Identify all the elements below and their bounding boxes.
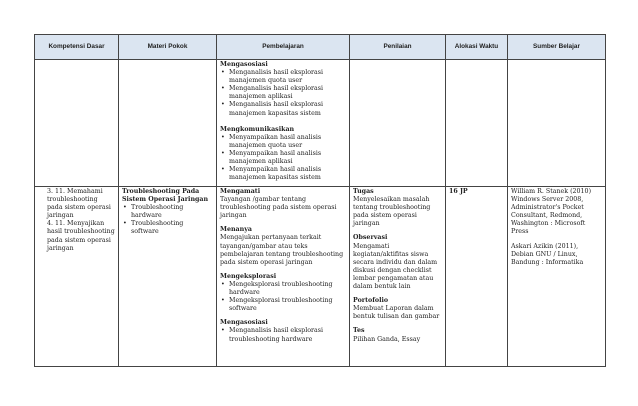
list-item: • Menyampaikan hasil analisis manajemen kapasitas sistem: [220, 166, 346, 182]
cell-penilaian: [350, 187, 446, 367]
section-text: Mengamati kegiatan/aktifitas siswa secara individu dan dalam diskusi dengan checklist lembar pengamatan atau dalam bentuk lain: [353, 242, 438, 291]
section-title: Mengeksplorasi: [220, 272, 277, 280]
header-pembelajaran: Pembelajaran: [217, 35, 350, 60]
cell-pembelajaran: [217, 60, 350, 187]
cell-sumber-belajar: [508, 187, 606, 367]
list-item: • Menganalisis hasil eksplorasi manajemen aplikasi: [220, 85, 346, 101]
curriculum-table: [34, 34, 606, 367]
section-title: Tugas: [353, 188, 374, 195]
list-item: • Menyampaikan hasil analisis manajemen quota user: [220, 134, 346, 150]
source-text: Askari Azikin (2011), Debian GNU / Linux, Bandung : Informatika: [511, 242, 584, 266]
bullet-list: [220, 281, 346, 313]
section-title: Mengasosiasi: [220, 319, 268, 327]
section-title: Mengamati: [220, 188, 261, 195]
section-title: Observasi: [353, 234, 388, 242]
list-item: • Menyampaikan hasil analisis manajemen aplikasi: [220, 150, 346, 166]
list-item: • Mengeksplorasi troubleshooting hardware: [220, 281, 346, 297]
section-text: Menyelesaikan masalah tentang troubleshooting pada sistem operasi jaringan: [353, 196, 431, 228]
header-alokasi-waktu: Alokasi Waktu: [446, 35, 508, 60]
bullet-list: [122, 204, 213, 236]
list-item: • Menganalisis hasil eksplorasi manajemen quota user: [220, 69, 346, 85]
list-item: • Mengeksplorasi troubleshooting software: [220, 297, 346, 313]
cell-materi-pokok: [119, 187, 217, 367]
alokasi-value: 16 JP: [449, 188, 468, 195]
cell-kompetensi-dasar: [35, 187, 119, 367]
materi-title: Troubleshooting Pada Sistem Operasi Jaringan: [122, 188, 209, 204]
cell-sumber-empty: [508, 60, 606, 187]
table-row: [35, 187, 606, 367]
kd-text: 3. 11. Memahami troubleshooting pada sistem operasi jaringan: [47, 188, 111, 220]
section-text: Mengajukan pertanyaan terkait tayangan/gambar atau teks pembelajaran tentang troubleshooting pada sistem operasi jaringan: [220, 234, 344, 266]
list-item: • Menganalisis hasil eksplorasi troubleshooting hardware: [220, 327, 346, 343]
list-item: • Troubleshooting software: [122, 220, 213, 236]
section-text: Tayangan /gambar tentang troubleshooting pada sistem operasi jaringan: [220, 196, 337, 220]
list-item: • Menganalisis hasil eksplorasi manajemen kapasitas sistem: [220, 101, 346, 117]
section-title: Tes: [353, 327, 365, 335]
header-kompetensi-dasar: Kompetensi Dasar: [35, 35, 119, 60]
table-row: [35, 60, 606, 187]
source-text: William R. Stanek (2010) Windows Server 2008, Administrator's Pocket Consultant, Redmond, Washington : Microsoft Press: [511, 188, 592, 236]
section-text: Pilihan Ganda, Essay: [353, 335, 421, 343]
cell-materi-empty: [119, 60, 217, 187]
table-header-row: [35, 35, 606, 60]
bullet-list: [220, 134, 346, 183]
kd-text: 4. 11. Menyajikan hasil troubleshooting pada sistem operasi jaringan: [47, 220, 115, 252]
header-penilaian: Penilaian: [350, 35, 446, 60]
section-title: Menanya: [220, 226, 252, 234]
header-materi-pokok: Materi Pokok: [119, 35, 217, 60]
section-title: Mengkomunikasikan: [220, 125, 295, 133]
section-title: Portofolio: [353, 297, 389, 305]
cell-pembelajaran: [217, 187, 350, 367]
document-page: [34, 34, 606, 367]
cell-alokasi-empty: [446, 60, 508, 187]
section-title: Mengasosiasi: [220, 61, 268, 68]
bullet-list: [220, 69, 346, 118]
section-text: Membuat Laporan dalam bentuk tulisan dan gambar: [353, 305, 440, 321]
header-sumber-belajar: Sumber Belajar: [508, 35, 606, 60]
cell-penilaian-empty: [350, 60, 446, 187]
bullet-list: [220, 327, 346, 343]
cell-alokasi-waktu: [446, 187, 508, 367]
list-item: • Troubleshooting hardware: [122, 204, 213, 220]
cell-kompetensi-empty: [35, 60, 119, 187]
